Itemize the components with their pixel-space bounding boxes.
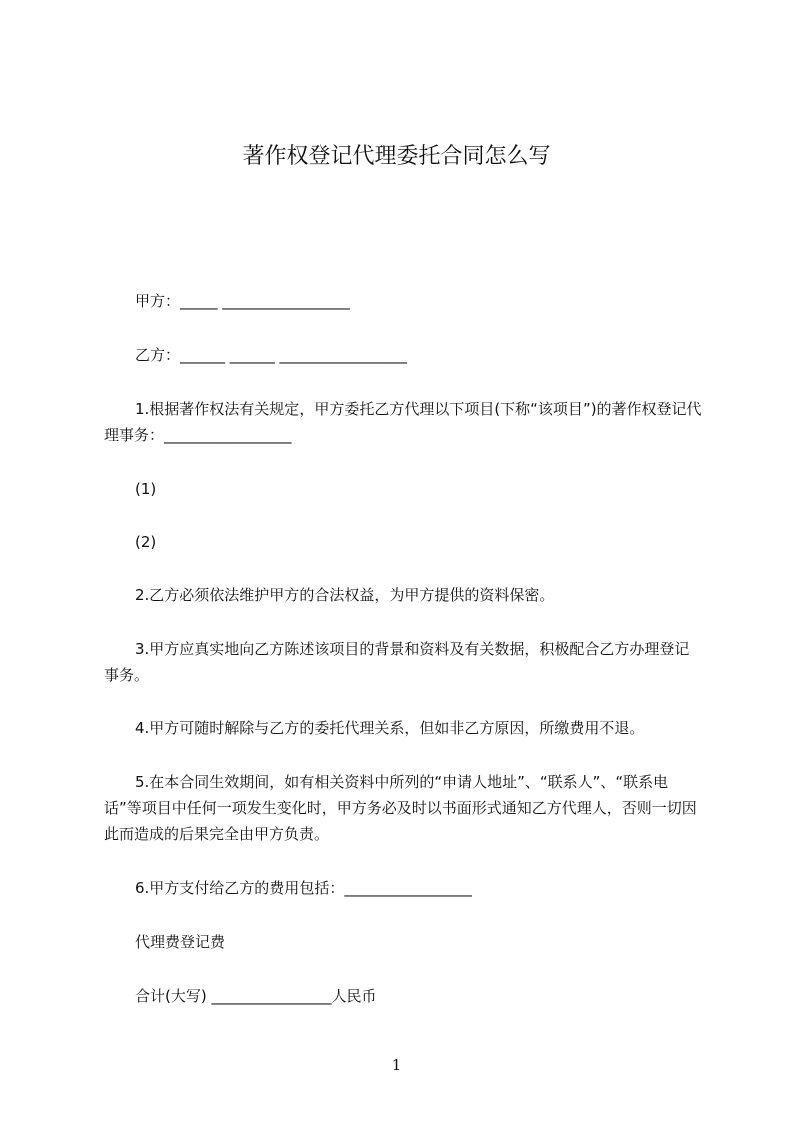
fee-items: 代理费登记费: [135, 933, 226, 951]
clause-4: 4.甲方可随时解除与乙方的委托代理关系，但如非乙方原因，所缴费用不退。: [135, 719, 645, 737]
clause-3: 3.甲方应真实地向乙方陈述该项目的背景和资料及有关数据，积极配合乙方办理登记事务。: [104, 640, 690, 684]
item-2: (2): [135, 533, 157, 551]
document-title: 著作权登记代理委托合同怎么写: [242, 144, 551, 169]
clause-2: 2.乙方必须依法维护甲方的合法权益，为甲方提供的资料保密。: [135, 586, 555, 604]
total-line: 合计(大写) ________________人民币: [135, 987, 377, 1005]
page-number: 1: [391, 1056, 402, 1074]
clause-5: 5.在本合同生效期间，如有相关资料中所列的“申请人地址”、“联系人”、“联系电话”等项目中任何一项发生变化时，甲方务必及时以书面形式通知乙方代理人，否则一切因此而造成的后果完全由甲方负责。: [104, 773, 697, 843]
item-1: (1): [135, 480, 157, 498]
party-b-line: 乙方：______ ______ _________________: [135, 346, 408, 364]
clause-1: 1.根据著作权法有关规定，甲方委托乙方代理以下项目(下称“该项目”)的著作权登记代理事务：_________________: [104, 400, 702, 444]
party-a-line: 甲方：_____ _________________: [135, 292, 350, 310]
clause-6: 6.甲方支付给乙方的费用包括：_________________: [135, 879, 472, 897]
